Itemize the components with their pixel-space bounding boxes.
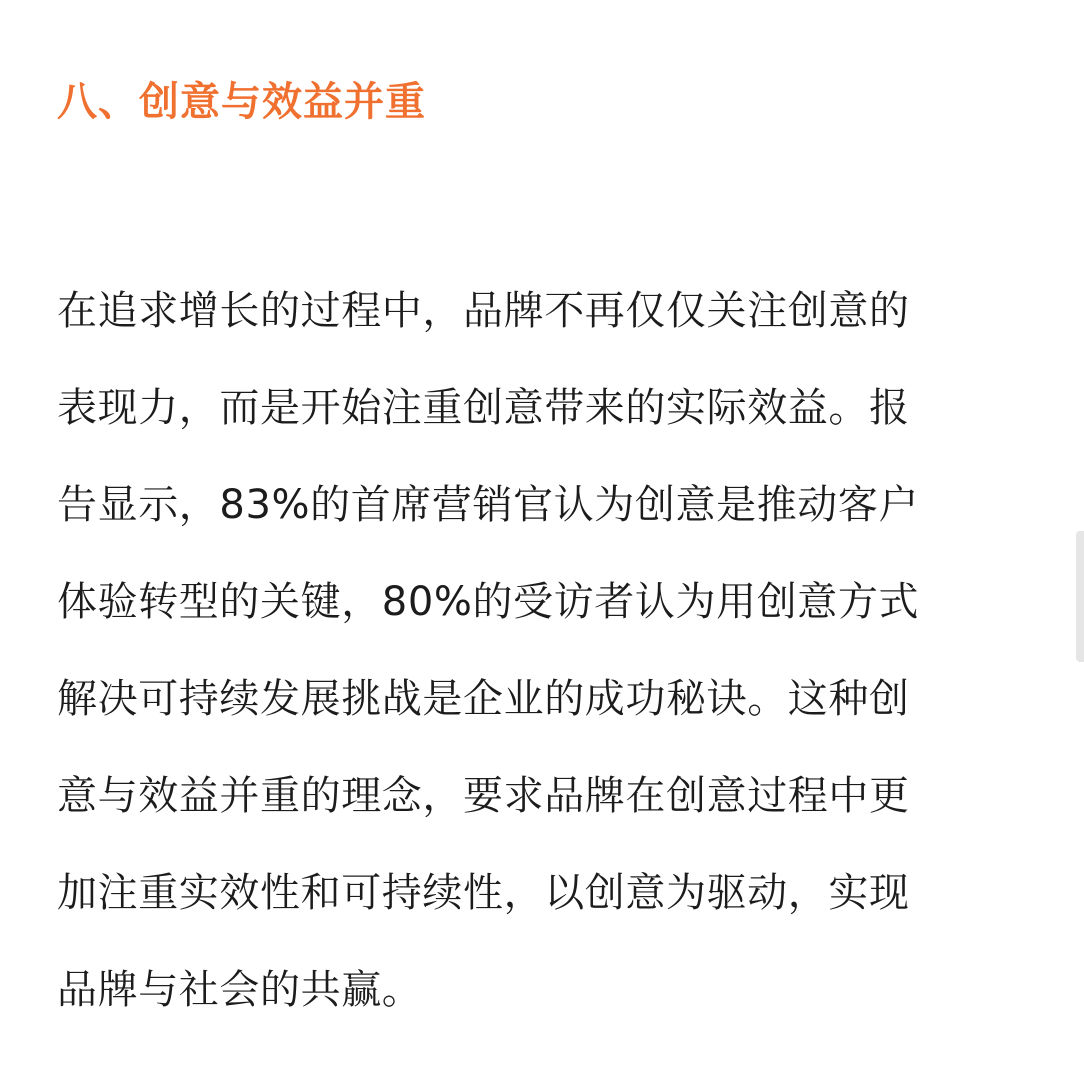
scrollbar-thumb[interactable] — [1076, 531, 1084, 662]
body-paragraph — [57, 263, 997, 1039]
paragraph-line: 品牌与社会的共赢。 — [57, 967, 423, 1013]
paragraph-line: 体验转型的关键，80%的受访者认为用创意方式 — [57, 579, 920, 625]
paragraph-line: 告显示，83%的首席营销官认为创意是推动客户 — [57, 482, 920, 528]
paragraph-line: 意与效益并重的理念，要求品牌在创意过程中更 — [57, 773, 910, 819]
paragraph-line: 在追求增长的过程中，品牌不再仅仅关注创意的 — [57, 288, 910, 334]
section-heading: 八、创意与效益并重 — [57, 79, 426, 125]
paragraph-line: 表现力，而是开始注重创意带来的实际效益。报 — [57, 385, 910, 431]
paragraph-line: 加注重实效性和可持续性，以创意为驱动，实现 — [57, 870, 910, 916]
paragraph-line: 解决可持续发展挑战是企业的成功秘诀。这种创 — [57, 676, 910, 722]
